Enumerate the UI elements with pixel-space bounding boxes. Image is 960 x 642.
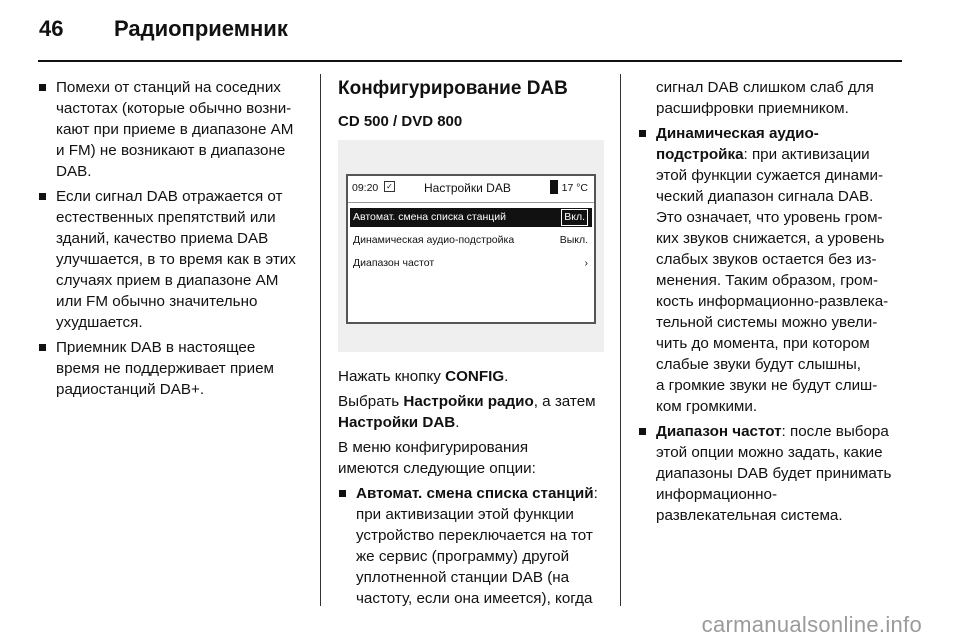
bullet-icon: [39, 84, 46, 91]
list-item: Диапазон частот: после выбора этой опции можно задать, какие диапазоны DAB будет принимать информационно- развлекательная система.: [638, 421, 908, 526]
bullet-icon: [339, 490, 346, 497]
display-screen: [346, 174, 596, 324]
page-number: 46: [39, 16, 64, 41]
watermark: carmanualsonline.info: [701, 612, 922, 637]
menu-item-auto-switch[interactable]: Автомат. смена списка станций Вкл.: [350, 208, 592, 227]
list-item: Динамическая аудио- подстройка: при активизации этой функции сужается динами- ческий диапазон сигнала DAB. Это означает, что уровень гром- ких звуков снижается, а уровень слабых звуков остается без из- менения. Таким образом, гром- кость информационно-развлека- тельной системы можно увели- чить до момента, при котором слабые звуки будут слышны, а громкие звуки не будут слиш- ком громкими.: [638, 123, 908, 417]
list-item-continuation: сигнал DAB слишком слаб для расшифровки приемником.: [656, 79, 874, 117]
column-2-body: [338, 366, 610, 613]
column-3: [638, 77, 908, 530]
bullet-icon: [639, 130, 646, 137]
check-icon: ✓: [384, 181, 395, 192]
bullet-icon: [39, 193, 46, 200]
menu-item-dynamic-audio[interactable]: Динамическая аудио-подстройка Выкл.: [353, 234, 588, 246]
list-item: Автомат. смена списка станций: при активизации этой функции устройство переключается на тот же сервис (программу) другой уплотненной станции DAB (на частоту, если она имеется), когда: [338, 483, 610, 609]
section-title: Радиоприемник: [114, 16, 288, 41]
clock-time: 09:20: [352, 182, 379, 194]
temperature: 17 °C: [561, 182, 588, 194]
column-divider: [320, 74, 321, 606]
screen-figure: [338, 140, 604, 352]
screen-title: Настройки DAB: [424, 181, 511, 195]
header-rule: [38, 60, 902, 62]
bullet-icon: [639, 428, 646, 435]
bullet-icon: [39, 344, 46, 351]
section-heading: Конфигурирование DAB: [338, 78, 568, 99]
instruction: Нажать кнопку CONFIG.: [338, 368, 509, 385]
instruction: Выбрать Настройки радио, а затем Настройки DAB.: [338, 393, 596, 431]
menu-item-band[interactable]: Диапазон частот ›: [350, 254, 592, 273]
chevron-right-icon: ›: [584, 257, 588, 269]
screen-status-bar: [348, 176, 594, 203]
column-2: [338, 78, 610, 99]
list-item: Если сигнал DAB отражается от естественных препятствий или зданий, качество приема DAB улучшается, в то время как в этих случаях прием в диапазоне AM или FM обычно значительно ухудшается.: [38, 186, 313, 333]
column-divider: [620, 74, 621, 606]
paragraph: В меню конфигурирования имеются следующие опции:: [338, 439, 536, 477]
subheading: CD 500 / DVD 800: [338, 113, 463, 130]
column-1: [38, 77, 313, 404]
thermometer-icon: [550, 180, 558, 194]
list-item: Помехи от станций на соседних частотах (которые обычно возни- кают при приеме в диапазоне AM и FM) не возникают в диапазоне DAB.: [38, 77, 313, 182]
column-2-sub: [338, 111, 610, 132]
list-item: Приемник DAB в настоящее время не поддерживает прием радиостанций DAB+.: [38, 337, 313, 400]
